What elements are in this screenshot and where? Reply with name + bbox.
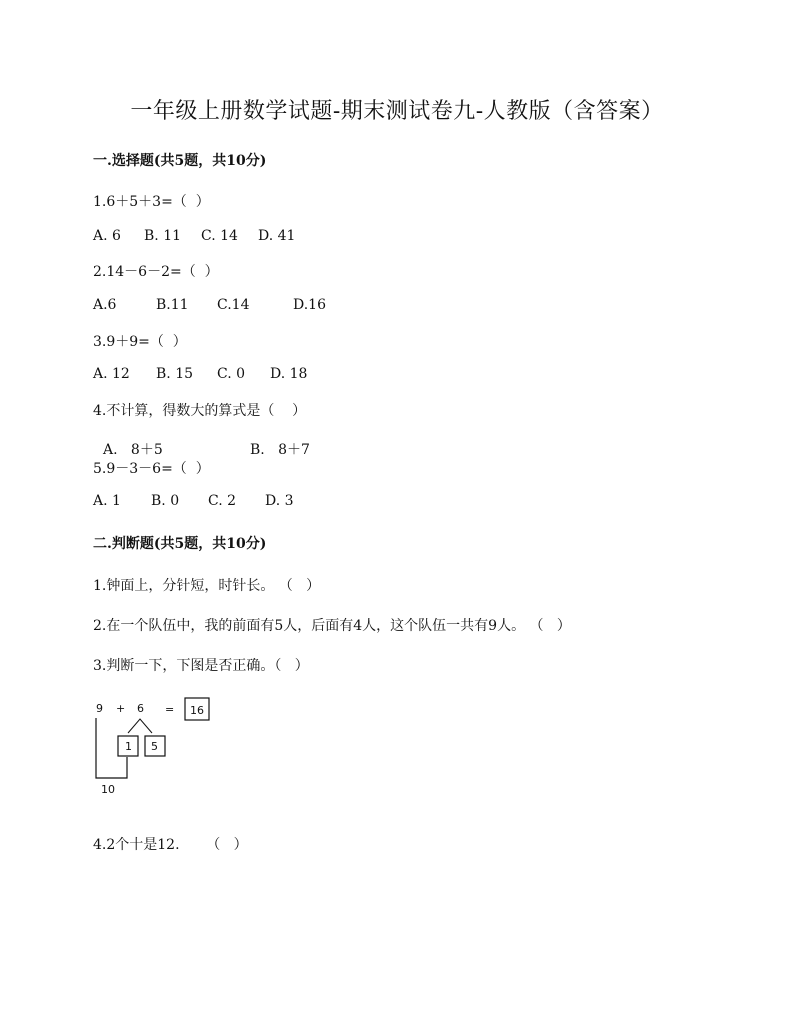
question-stem: 4.不计算，得数大的算式是（ ） (93, 403, 307, 419)
option-a: A. 1 (93, 493, 121, 509)
option-c: C.14 (217, 297, 250, 313)
question-stem: 3.9＋9=（ ） (93, 334, 187, 350)
option-a: A.6 (93, 297, 117, 313)
split-value-2: 5 (151, 740, 158, 753)
ten-bracket (96, 718, 127, 778)
option-b: B. 0 (151, 493, 180, 509)
option-d: D. 41 (258, 228, 296, 244)
option-b: B. 11 (144, 228, 182, 244)
option-a: A. 12 (93, 366, 130, 382)
section-heading-choice: 一.选择题(共5题，共10分) (93, 153, 267, 169)
option-b: B.11 (156, 297, 189, 313)
equals-sign: = (165, 703, 175, 716)
question-stem: 1.钟面上，分针短，时针长。 （ ） (93, 578, 321, 594)
result-value: 16 (190, 704, 204, 717)
section-heading-judgement: 二.判断题(共5题，共10分) (93, 536, 267, 552)
make-ten-diagram (88, 692, 228, 802)
option-c: C. 2 (208, 493, 237, 509)
option-b: B. 8＋7 (250, 442, 310, 458)
addend-6: 6 (137, 702, 144, 715)
question-stem: 1.6＋5＋3=（ ） (93, 194, 210, 210)
option-a: A. 8＋5 (103, 442, 163, 458)
option-c: C. 0 (217, 366, 246, 382)
question-stem: 2.在一个队伍中，我的前面有5人，后面有4人，这个队伍一共有9人。 （ ） (93, 618, 571, 634)
question-stem: 2.14－6－2=（ ） (93, 264, 219, 280)
option-b: B. 15 (156, 366, 194, 382)
plus-sign: + (116, 702, 126, 715)
option-a: A. 6 (93, 228, 121, 244)
option-d: D.16 (293, 297, 326, 313)
split-branch (128, 719, 152, 733)
question-stem: 4.2个十是12. （ ） (93, 837, 248, 853)
option-c: C. 14 (201, 228, 238, 244)
option-d: D. 3 (265, 493, 294, 509)
addend-9: 9 (96, 702, 103, 715)
ten-label: 10 (101, 783, 115, 796)
option-d: D. 18 (270, 366, 308, 382)
question-stem: 3.判断一下，下图是否正确。（ ） (93, 658, 309, 674)
page-title: 一年级上册数学试题-期末测试卷九-人教版（含答案） (130, 99, 664, 124)
question-stem: 5.9－3－6=（ ） (93, 461, 210, 477)
split-value-1: 1 (125, 740, 132, 753)
